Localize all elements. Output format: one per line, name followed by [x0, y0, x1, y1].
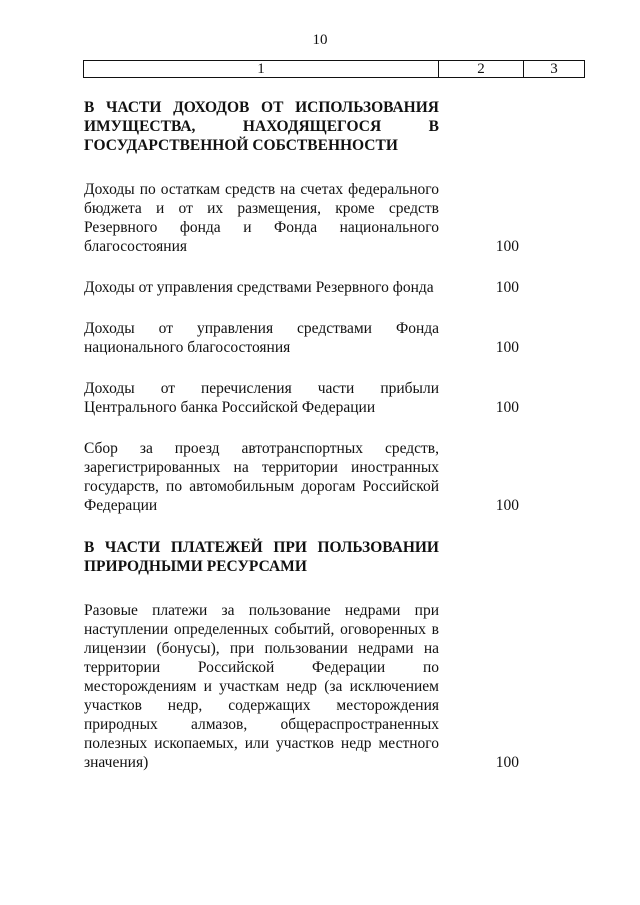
- row-description: Доходы от управления средствами Фонда национального благосостояния: [84, 320, 439, 356]
- row-value: 100: [495, 497, 519, 514]
- row-description: Доходы от перечисления части прибыли Центрального банка Российской Федерации: [84, 380, 439, 416]
- document-body: [84, 96, 524, 772]
- row-value: 100: [495, 754, 519, 771]
- section-heading-property-income: В ЧАСТИ ДОХОДОВ ОТ ИСПОЛЬЗОВАНИЯ ИМУЩЕСТВА, НАХОДЯЩЕГОСЯ В ГОСУДАРСТВЕННОЙ СОБСТВЕННОСТИ: [84, 99, 439, 154]
- section-heading-natural-resources: В ЧАСТИ ПЛАТЕЖЕЙ ПРИ ПОЛЬЗОВАНИИ ПРИРОДНЫМИ РЕСУРСАМИ: [84, 539, 439, 575]
- row-description: Разовые платежи за пользование недрами при наступлении определенных событий, оговоренных в лицензии (бонусы), при пользовании недрами на территории Российской Федерации по месторождениям и участкам недр (за исключением участков недр, содержащих месторождения природных алмазов, общераспространенных полезных ископаемых, или участков недр местного значения): [84, 602, 439, 771]
- row-value: 100: [495, 399, 519, 416]
- column-header-3: 3: [550, 60, 558, 77]
- column-header-1: 1: [84, 61, 439, 77]
- row-description: Доходы от управления средствами Резервного фонда: [84, 279, 434, 296]
- table-row: [84, 379, 524, 417]
- table-row: [84, 439, 524, 515]
- row-value: 100: [495, 339, 519, 356]
- column-header-2: 2: [439, 61, 524, 77]
- row-value: 100: [495, 279, 519, 296]
- table-row: [84, 601, 524, 772]
- table-row: [84, 180, 524, 256]
- table-row: [84, 278, 524, 297]
- column-header-row: [83, 60, 585, 78]
- row-value: 100: [495, 238, 519, 255]
- row-description: Доходы по остаткам средств на счетах федерального бюджета и от их размещения, кроме средств Резервного фонда и Фонда национального благосостояния: [84, 181, 439, 255]
- row-description: Сбор за проезд автотранспортных средств, зарегистрированных на территории иностранных государств, по автомобильным дорогам Российской Федерации: [84, 440, 439, 514]
- page-number: 10: [312, 32, 328, 48]
- table-row: [84, 319, 524, 357]
